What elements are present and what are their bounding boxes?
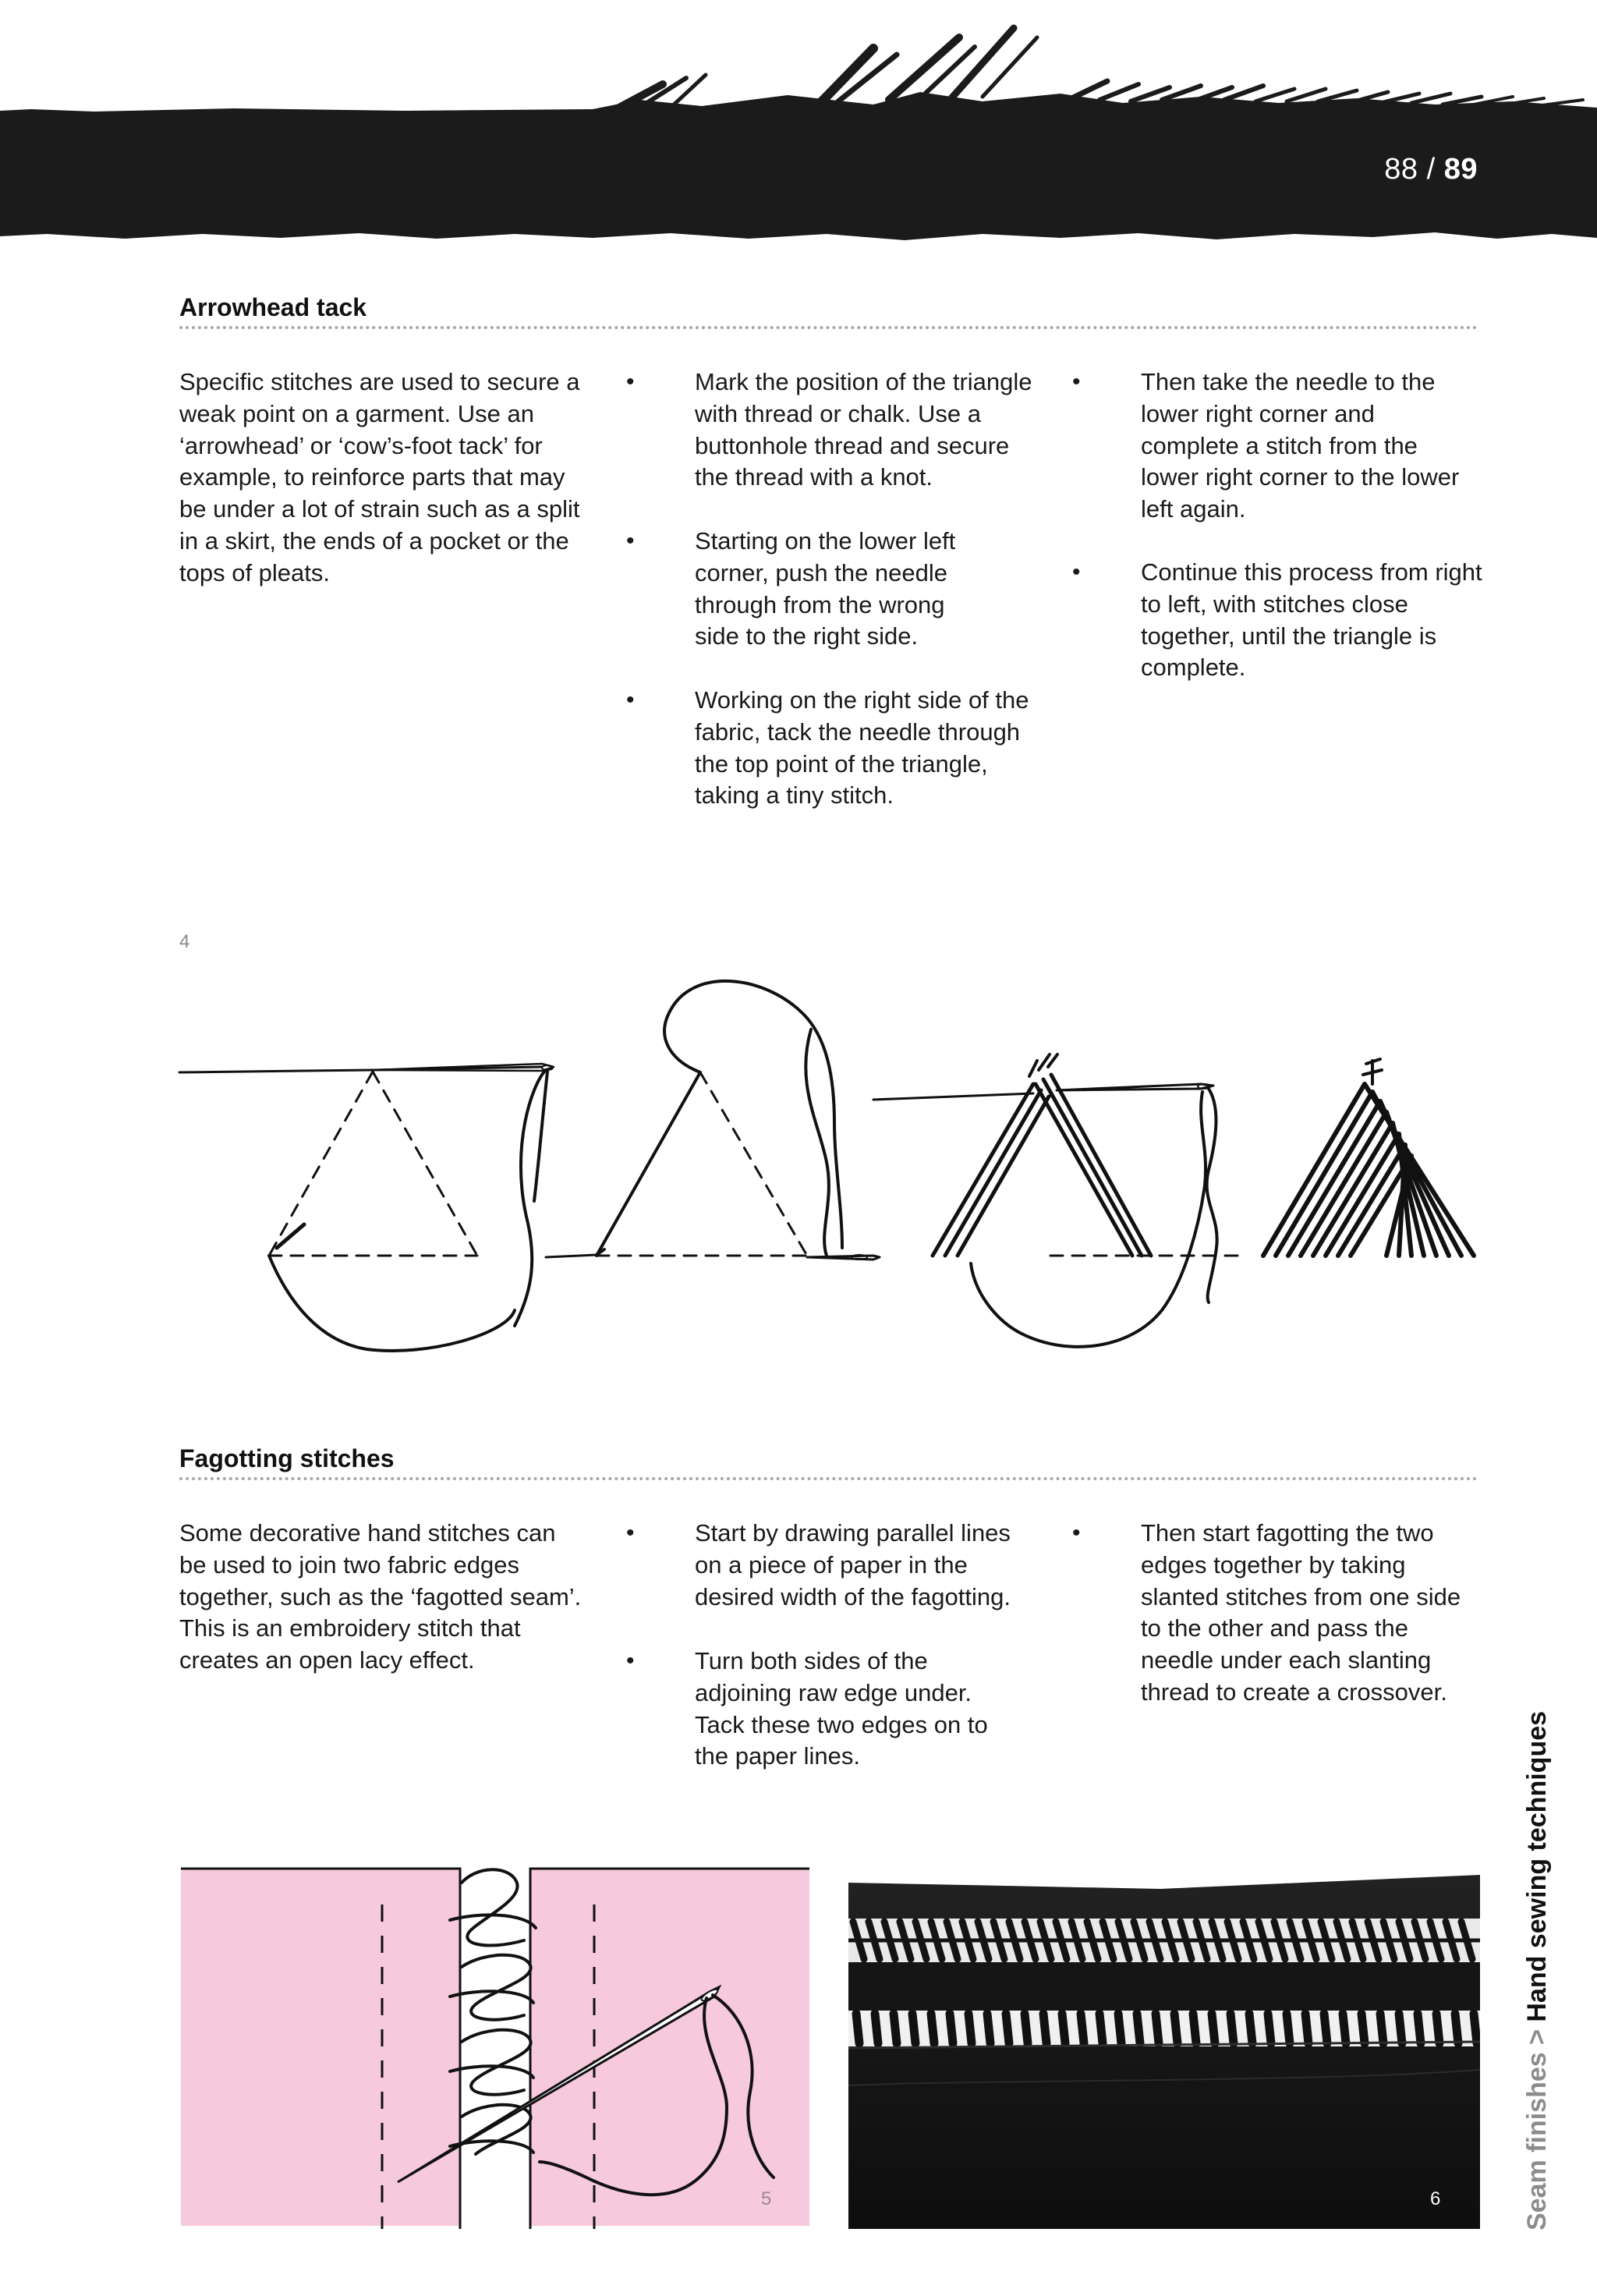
figure-number-5: 5 <box>761 2188 772 2209</box>
step-text: Start by drawing parallel lines on a piece of paper in the desired width of the fagotting. <box>695 1519 1011 1610</box>
list-item <box>1072 557 1484 684</box>
figure-number-4: 4 <box>179 931 190 952</box>
list-item <box>626 685 1038 812</box>
section-rule <box>179 326 1478 329</box>
brush-stroke-band <box>0 0 1597 250</box>
bullet-dot: • <box>1072 559 1081 585</box>
fagotting-diagram <box>181 1866 809 2229</box>
side-label-topic: Hand sewing techniques <box>1522 1710 1552 2022</box>
bullet-dot: • <box>626 1520 635 1546</box>
arrowhead-intro-text: Specific stitches are used to secure a weak point on a garment. Use an ‘arrowhead’ or ‘cow’s-foot tack’ for example, to reinforce parts that may be under a lot of strain such as a split in a skirt, the ends of a pocket or the tops of pleats. <box>179 368 580 586</box>
step-3-diagram <box>873 1054 1240 1347</box>
list-item <box>626 1646 1022 1773</box>
fagotting-intro-text: Some decorative hand stitches can be used to join two fabric edges together, such as the ‘fagotted seam’. This is an embroidery stitch that creates an open lacy effect. <box>179 1519 582 1674</box>
fagotting-intro <box>179 1518 585 1677</box>
list-item <box>626 526 976 653</box>
bullet-dot: • <box>1072 369 1081 395</box>
step-text: Mark the position of the triangle with thread or chalk. Use a buttonhole thread and secure the thread with a knot. <box>695 368 1032 491</box>
side-label-chapter: Seam finishes <box>1522 2052 1552 2230</box>
figure-number-6: 6 <box>1430 2188 1441 2209</box>
step-1-diagram <box>179 1064 554 1351</box>
step-text: Turn both sides of the adjoining raw edge under. Tack these two edges on to the paper lines. <box>695 1647 988 1770</box>
step-text: Working on the right side of the fabric, tack the needle through the top point of the triangle, taking a tiny stitch. <box>695 686 1029 810</box>
section-side-label <box>1522 1711 1553 2230</box>
side-label-separator: > <box>1522 2021 1552 2053</box>
list-item <box>1072 1518 1484 1709</box>
step-2-diagram <box>546 981 880 1260</box>
folio-right: 89 <box>1443 153 1478 186</box>
arrowhead-intro <box>179 367 585 590</box>
fagotting-photo <box>848 1875 1480 2229</box>
list-item <box>626 367 1038 494</box>
bullet-dot: • <box>626 369 635 395</box>
arrowhead-tack-illustration <box>172 967 1489 1388</box>
step-text: Then start fagotting the two edges together by taking slanted stitches from one side to the other and pass the needle under each slanting thread to create a crossover. <box>1141 1519 1461 1706</box>
folio-left: 88 <box>1384 153 1418 186</box>
bullet-dot: • <box>626 687 635 713</box>
section-title-fagotting: Fagotting stitches <box>179 1444 395 1472</box>
bullet-dot: • <box>626 528 635 554</box>
page-folio <box>1384 153 1478 186</box>
step-text: Then take the needle to the lower right corner and complete a stitch from the lower right corner to the lower left again. <box>1141 368 1460 523</box>
list-item <box>1072 367 1461 526</box>
step-4-diagram <box>1263 1059 1474 1256</box>
section-title-arrowhead: Arrowhead tack <box>179 293 367 321</box>
section-rule <box>179 1477 1478 1480</box>
step-text: Continue this process from right to left, with stitches close together, until the triangle is complete. <box>1141 558 1482 682</box>
folio-separator: / <box>1418 153 1444 186</box>
header-band <box>0 0 1597 250</box>
bullet-dot: • <box>626 1648 635 1674</box>
bullet-dot: • <box>1072 1520 1081 1546</box>
list-item <box>626 1518 1038 1613</box>
step-text: Starting on the lower left corner, push the needle through from the wrong side to the right side. <box>695 527 956 650</box>
